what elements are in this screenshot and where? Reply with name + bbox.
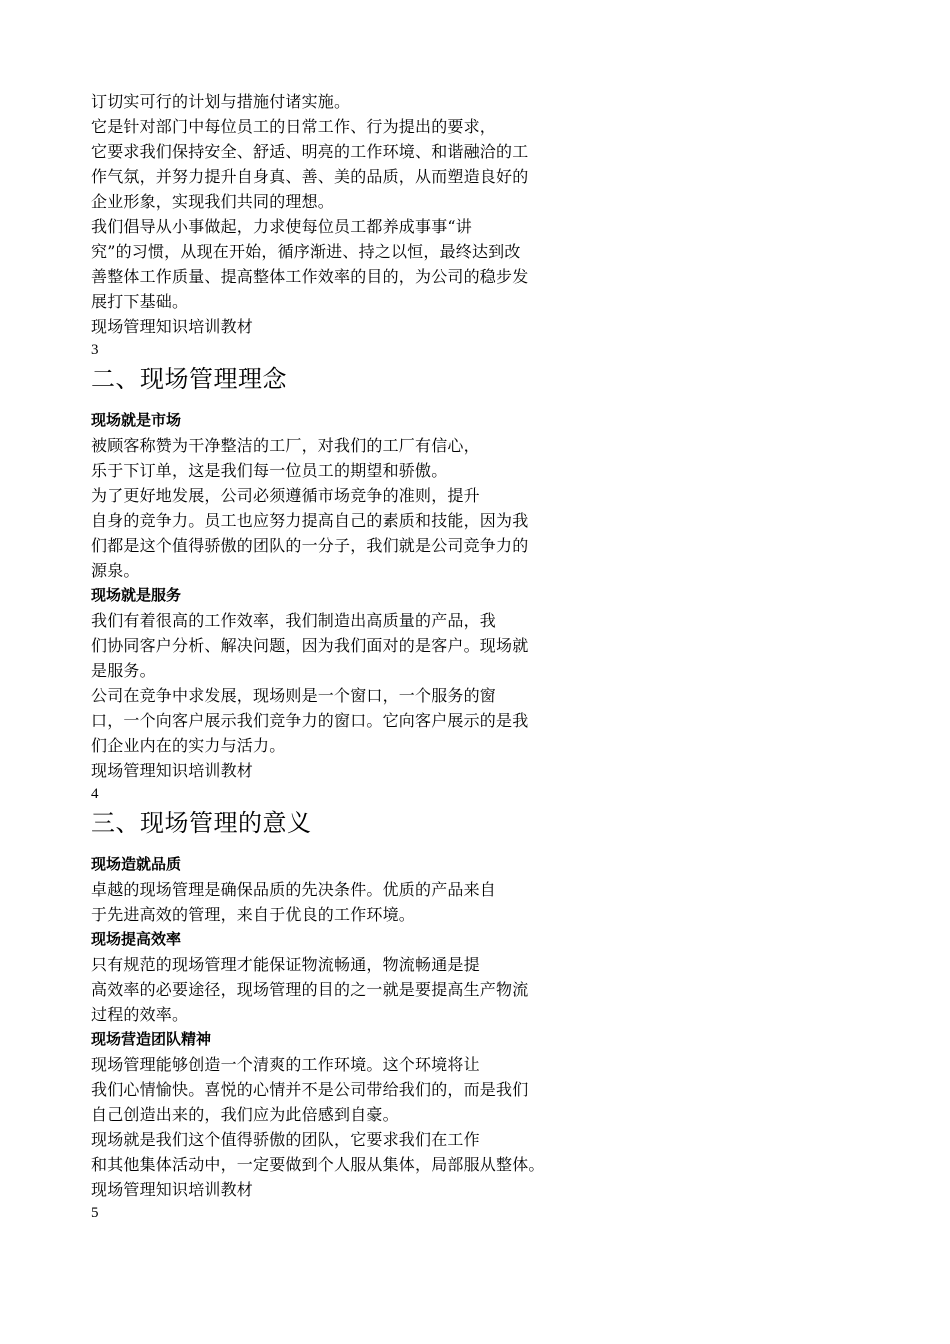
- text-line: 订切实可行的计划与措施付诸实施。: [91, 92, 351, 111]
- text-line: 我们心情愉快。喜悦的心情并不是公司带给我们的，而是我们: [91, 1080, 529, 1099]
- footer-text: 现场管理知识培训教材: [91, 1180, 254, 1199]
- text-line: 高效率的必要途径，现场管理的目的之一就是要提高生产物流: [91, 980, 529, 999]
- text-line: 公司在竞争中求发展，现场则是一个窗口，一个服务的窗: [91, 686, 497, 705]
- footer-text: 现场管理知识培训教材: [91, 317, 254, 336]
- text-line: 卓越的现场管理是确保品质的先决条件。优质的产品来自: [91, 880, 497, 899]
- text-line: 被顾客称赞为干净整洁的工厂，对我们的工厂有信心，: [91, 436, 480, 455]
- text-line: 自己创造出来的，我们应为此倍感到自豪。: [91, 1105, 399, 1124]
- text-line: 现场管理能够创造一个清爽的工作环境。这个环境将让: [91, 1055, 480, 1074]
- subheading: 现场营造团队精神: [91, 1030, 212, 1048]
- text-line: 只有规范的现场管理才能保证物流畅通，物流畅通是提: [91, 955, 480, 974]
- page-number: 4: [91, 786, 99, 802]
- section-three: [91, 807, 571, 1224]
- section-heading: 二、现场管理理念: [91, 365, 287, 393]
- subheading: 现场提高效率: [91, 930, 182, 948]
- text-line: 们都是这个值得骄傲的团队的一分子，我们就是公司竞争力的: [91, 536, 529, 555]
- text-line: 们协同客户分析、解决问题，因为我们面对的是客户。现场就: [91, 636, 529, 655]
- text-line: 于先进高效的管理，来自于优良的工作环境。: [91, 905, 416, 924]
- text-line: 是服务。: [91, 661, 156, 680]
- text-line: 源泉。: [91, 561, 140, 580]
- text-line: 善整体工作质量、提高整体工作效率的目的，为公司的稳步发: [91, 267, 529, 286]
- page-number: 5: [91, 1205, 99, 1221]
- text-line: 们企业内在的实力与活力。: [91, 736, 286, 755]
- intro-section: [91, 89, 571, 361]
- text-line: 为了更好地发展，公司必须遵循市场竞争的准则，提升: [91, 486, 480, 505]
- subheading: 现场就是服务: [91, 586, 182, 604]
- text-line: 自身的竞争力。员工也应努力提高自己的素质和技能，因为我: [91, 511, 529, 530]
- section-two: [91, 363, 571, 805]
- text-line: 企业形象，实现我们共同的理想。: [91, 192, 335, 211]
- page-number: 3: [91, 342, 99, 358]
- text-line: 它要求我们保持安全、舒适、明亮的工作环境、和谐融洽的工: [91, 142, 529, 161]
- text-line: 我们有着很高的工作效率，我们制造出高质量的产品，我: [91, 611, 497, 630]
- text-line: 现场就是我们这个值得骄傲的团队，它要求我们在工作: [91, 1130, 480, 1149]
- document-page: [91, 89, 571, 1224]
- text-line: 它是针对部门中每位员工的日常工作、行为提出的要求，: [91, 117, 497, 136]
- text-line: 和其他集体活动中，一定要做到个人服从集体，局部服从整体。: [91, 1155, 545, 1174]
- text-line: 我们倡导从小事做起，力求使每位员工都养成事事“讲: [91, 217, 472, 236]
- text-line: 过程的效率。: [91, 1005, 189, 1024]
- text-line: 乐于下订单，这是我们每一位员工的期望和骄傲。: [91, 461, 448, 480]
- text-line: 作气氛，并努力提升自身真、善、美的品质，从而塑造良好的: [91, 167, 529, 186]
- section-heading: 三、现场管理的意义: [91, 809, 312, 837]
- subheading: 现场就是市场: [91, 411, 182, 429]
- text-line: 口，一个向客户展示我们竞争力的窗口。它向客户展示的是我: [91, 711, 529, 730]
- text-line: 展打下基础。: [91, 292, 189, 311]
- footer-text: 现场管理知识培训教材: [91, 761, 254, 780]
- text-line: 究”的习惯，从现在开始，循序渐进、持之以恒，最终达到改: [91, 242, 521, 261]
- subheading: 现场造就品质: [91, 855, 182, 873]
